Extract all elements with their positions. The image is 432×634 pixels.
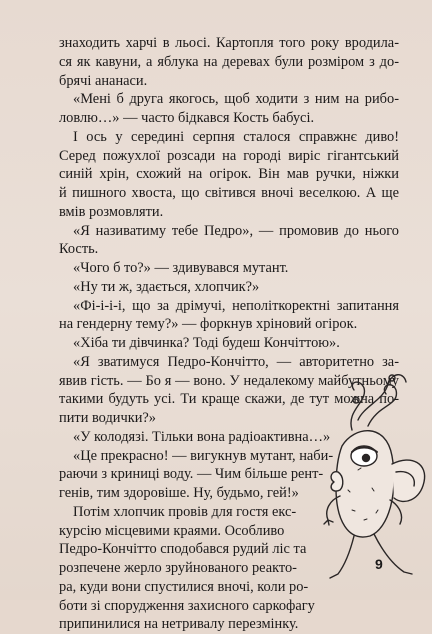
text-line: Серед пожухлої розсади на городі виріс гігантський xyxy=(59,147,399,164)
text-line: «Ну ти ж, здається, хлопчик?» xyxy=(73,278,260,295)
text-line: боти зі спорудження захисного саркофагу xyxy=(59,597,315,614)
text-line: явив гість. — Бо я — воно. У недалекому майбутньому xyxy=(59,372,399,389)
text-line: курсію місцевими краями. Особливо xyxy=(59,522,285,539)
text-line: І ось у середині серпня сталося справжнє диво! xyxy=(73,128,399,145)
text-line: синій хрін, схожий на огірок. Він мав ручки, ніжки xyxy=(59,166,399,183)
text-line: брячі ананаси. xyxy=(59,72,148,89)
text-line: ловлю…» — часто бідкався Кость бабусі. xyxy=(59,110,315,126)
text-line: раючи з криниці воду. — Чим більше рент- xyxy=(59,466,324,483)
text-line: вмів розмовляти. xyxy=(59,203,164,220)
text-line: й пишного хвоста, що світився вночі веселкою. А ще xyxy=(59,185,399,201)
text-line: «Чого б то?» — здивувався мутант. xyxy=(73,260,289,276)
text-line: «Це прекрасно! — вигукнув мутант, наби- xyxy=(73,447,334,464)
text-line: розпечене жерло зруйнованого реакто- xyxy=(59,560,297,576)
text-line: «Фі-і-і-і, що за дрімучі, неполіткоректні запитання xyxy=(73,297,399,314)
text-line: ра, куди вони спустилися вночі, коли ро- xyxy=(59,578,309,595)
text-line: Кость. xyxy=(59,241,99,258)
antenna-right xyxy=(368,385,396,426)
text-line: «Я зватимуся Педро-Кончітто, — авторитетно за- xyxy=(73,353,399,370)
mutant-cucumber-illustration xyxy=(308,360,432,590)
text-line: ся як кавуни, а яблука на деревах були розміром з до- xyxy=(59,53,399,70)
text-line: Потім хлопчик провів для гостя екс- xyxy=(73,503,297,520)
text-line: генів, тим здоровіше. Ну, будьмо, гей!» xyxy=(59,485,299,501)
antenna-left xyxy=(351,382,365,430)
text-line: «Хіба ти дівчинка? Тоді будеш Кончіттою». xyxy=(73,335,340,351)
text-line: знаходить харчі в льосі. Картопля того року вродила- xyxy=(59,35,399,51)
text-line: припинилися на нетривалу перезмінку. xyxy=(59,616,299,633)
text-line: на гендерну тему?» — форкнув хріновий огірок. xyxy=(59,316,358,333)
text-line: «Я називатиму тебе Педро», — промовив до нього xyxy=(73,222,399,239)
leg-left xyxy=(330,536,354,578)
text-line: Педро-Кончітто сподобався рудий ліс та xyxy=(59,541,307,558)
page-number: 9 xyxy=(375,556,383,572)
text-line: «Мені б друга якогось, щоб ходити з ним на рибо- xyxy=(73,91,399,108)
wing xyxy=(392,460,425,501)
text-line: пити водички?» xyxy=(59,410,157,426)
lips xyxy=(331,472,343,491)
text-line: такими будуть усі. Ти краще скажи, де тут можна по- xyxy=(59,391,399,408)
text-line: «У колодязі. Тільки вона радіоактивна…» xyxy=(73,428,331,445)
